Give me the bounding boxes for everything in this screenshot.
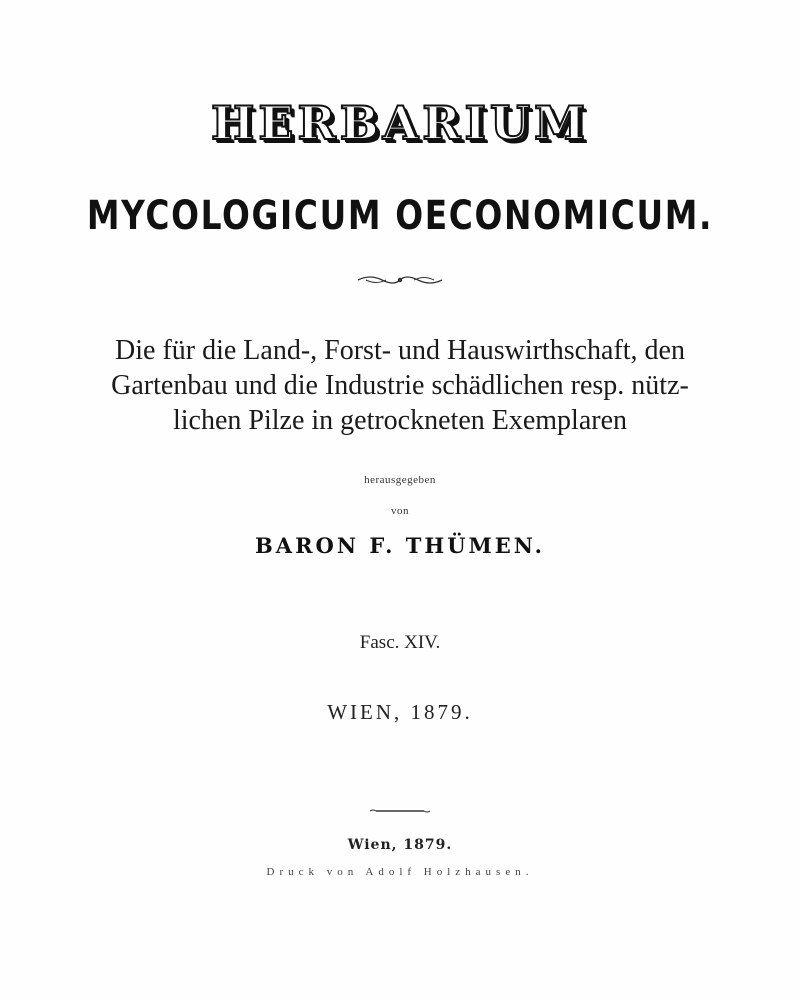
rule-divider: [0, 806, 800, 816]
ornament-divider: [0, 270, 800, 290]
fascicle-number: Fasc. XIV.: [359, 632, 441, 653]
description: [0, 333, 800, 438]
author: BARON F. THÜMEN.: [255, 533, 545, 558]
description-line: Gartenbau und die Industrie schädlichen resp. nütz-: [111, 370, 689, 401]
place-year: WIEN, 1879.: [327, 700, 473, 724]
by-label: von: [391, 505, 409, 517]
printer: Druck von Adolf Holzhausen.: [266, 866, 534, 878]
printer-place: Wien, 1879.: [347, 837, 453, 853]
main-title: HERBARIUM: [210, 96, 590, 150]
description-line: lichen Pilze in getrockneten Exemplaren: [172, 405, 628, 436]
subtitle: MYCOLOGICUM OECONOMICUM.: [86, 193, 714, 239]
description-line: Die für die Land-, Forst- und Hauswirthschaft, den: [115, 335, 685, 366]
edited-label: herausgegeben: [364, 474, 436, 486]
